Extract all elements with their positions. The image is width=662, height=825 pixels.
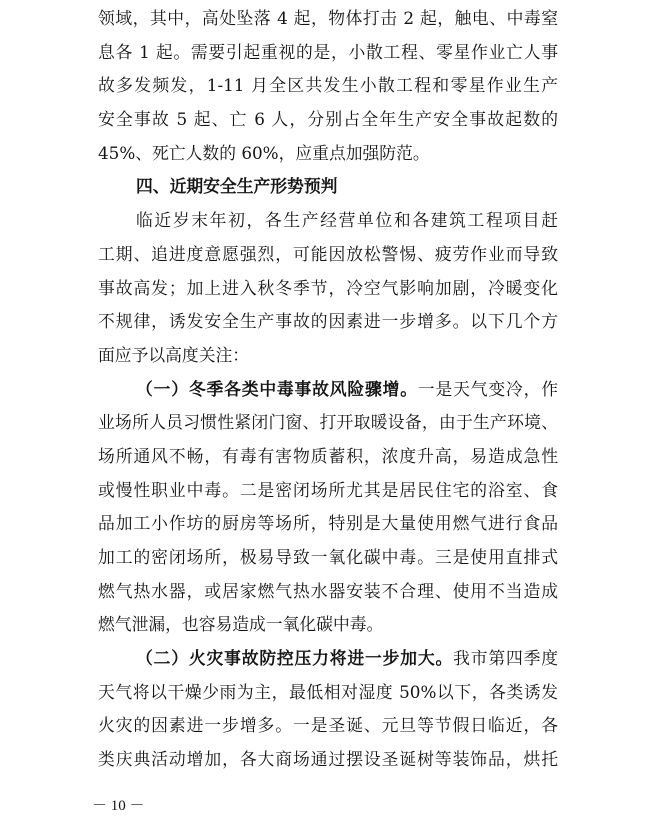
text-line: 工期、追进度意愿强烈，可能因放松警惕、疲劳作业而导致 bbox=[98, 243, 558, 264]
paragraph-accident-summary bbox=[98, 2, 558, 170]
section-heading: 四、近期安全生产形势预判 bbox=[136, 176, 338, 197]
text-line: 45%、死亡人数的 60%，应重点加强防范。 bbox=[98, 142, 430, 163]
subsection-title: （二）火灾事故防控压力将进一步加大。 bbox=[136, 648, 454, 669]
text-span: 一是天气变冷，作 bbox=[417, 378, 558, 399]
text-line: 业场所人员习惯性紧闭门窗、打开取暖设备，由于生产环境、 bbox=[98, 412, 558, 433]
subsection-title: （一）冬季各类中毒事故风险骤增。 bbox=[136, 378, 418, 399]
text-line: 安全事故 5 起、亡 6 人，分别占全年生产安全事故起数的 bbox=[98, 109, 558, 130]
text-line: 火灾的因素进一步增多。一是圣诞、元旦等节假日临近，各 bbox=[98, 715, 558, 736]
text-line: 燃气热水器，或居家燃气热水器安装不合理、使用不当造成 bbox=[98, 580, 558, 601]
text-line: 场所通风不畅，有毒有害物质蓄积，浓度升高，易造成急性 bbox=[98, 445, 558, 466]
text-line: 面应予以高度关注： bbox=[98, 344, 250, 365]
text-line: 事故高发；加上进入秋冬季节，冷空气影响加剧，冷暖变化 bbox=[98, 277, 558, 298]
page-number: － 10 － bbox=[92, 798, 145, 814]
text-span: 我市第四季度 bbox=[453, 648, 558, 669]
text-line: 燃气泄漏，也容易造成一氧化碳中毒。 bbox=[98, 614, 384, 635]
text-line bbox=[98, 642, 558, 676]
text-line: 类庆典活动增加，各大商场通过摆设圣诞树等装饰品，烘托 bbox=[98, 749, 558, 770]
text-line: 加工的密闭场所，极易导致一氧化碳中毒。三是使用直排式 bbox=[98, 547, 558, 567]
text-line: 或慢性职业中毒。二是密闭场所尤其是居民住宅的浴室、食 bbox=[98, 479, 558, 500]
text-line: 天气将以干燥少雨为主，最低相对湿度 50%以下，各类诱发 bbox=[98, 681, 558, 702]
paragraph-outlook-intro bbox=[98, 204, 558, 372]
paragraph-fire-prevention bbox=[98, 642, 558, 777]
paragraph-winter-poisoning bbox=[98, 373, 558, 643]
text-line: 临近岁末年初，各生产经营单位和各建筑工程项目赶 bbox=[136, 210, 558, 231]
text-line: 品加工小作坊的厨房等场所，特别是大量使用燃气进行食品 bbox=[98, 513, 558, 534]
text-line: 故多发频发，1-11 月全区共发生小散工程和零星作业生产 bbox=[98, 75, 558, 96]
document-body bbox=[98, 2, 558, 777]
text-line bbox=[98, 373, 558, 407]
text-line: 息各 1 起。需要引起重视的是，小散工程、零星作业亡人事 bbox=[98, 41, 558, 62]
text-line: 领域，其中，高处坠落 4 起，物体打击 2 起，触电、中毒窒 bbox=[98, 8, 558, 28]
text-line: 不规律，诱发安全生产事故的因素进一步增多。以下几个方 bbox=[98, 311, 558, 332]
